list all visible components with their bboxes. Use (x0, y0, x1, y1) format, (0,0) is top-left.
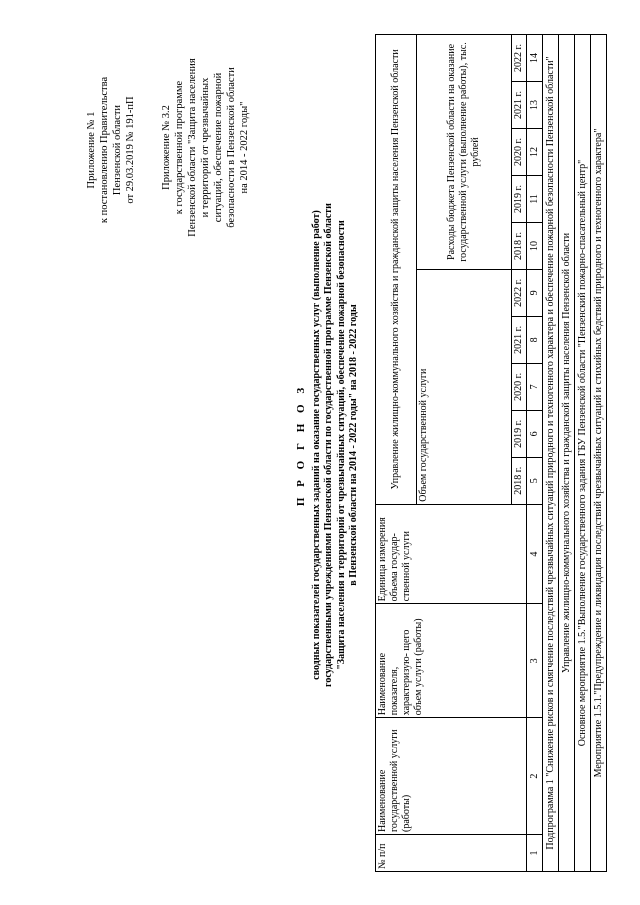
title-line: государственными учреждениями Пензенской области по государственной программе Пензенской области (323, 203, 334, 687)
header-volume: Объем государственной услуги (417, 269, 512, 504)
agency-cell: Управление жилищно-коммунального хозяйства и гражданской защиты населения Пензенской области (559, 35, 575, 872)
column-number: 12 (527, 129, 543, 176)
appendix-2-line: к государственной программе (174, 80, 185, 215)
year-cell: 2019 г. (512, 175, 527, 222)
document-title (295, 165, 361, 725)
header-unit: Единица измерения объема государ- ственной услуги (376, 504, 527, 604)
table-row-main-measure (575, 35, 591, 872)
year-cell: 2018 г. (512, 457, 527, 504)
appendix-3-2-block (160, 40, 251, 255)
title-heading: П Р О Г Н О З (295, 383, 307, 507)
appendix-1-line: к постановлению Правительства (99, 76, 110, 224)
year-cell: 2021 г. (512, 316, 527, 363)
appendix-1-line: Пензенской области (112, 104, 123, 196)
column-number: 2 (527, 718, 543, 835)
header-expenses: Расходы бюджета Пензенской области на оказание государственной услуги (выполнение работы), тыс. рублей (417, 35, 512, 270)
table-row-subprogram (543, 35, 559, 872)
column-number: 1 (527, 835, 543, 872)
title-line: в Пензенской области на 2014 - 2022 годы" на 2018 - 2022 годы (348, 304, 359, 586)
appendix-1-line: Приложение № 1 (86, 111, 97, 189)
appendix-2-line: ситуаций, обеспечение пожарной (213, 72, 224, 223)
year-cell: 2018 г. (512, 222, 527, 269)
column-number: 6 (527, 410, 543, 457)
column-number: 14 (527, 35, 543, 82)
table-row-measure (591, 35, 607, 872)
column-number: 8 (527, 316, 543, 363)
measure-cell: Мероприятие 1.5.1."Предупреждение и ликвидация последствий чрезвычайных ситуаций и стихийных бедствий природного и техногенного характера" (591, 35, 607, 872)
column-number: 13 (527, 82, 543, 129)
appendix-2-line: Приложение № 3.2 (161, 105, 172, 190)
column-number-row (527, 35, 543, 872)
title-line: "Защита населения и территорий от чрезвычайных ситуаций, обеспечение пожарной безопасности (335, 220, 347, 670)
table-row-agency (559, 35, 575, 872)
column-number: 9 (527, 269, 543, 316)
appendix-1-line: от 29.03.2019 № 191-пП (125, 96, 136, 204)
column-number: 11 (527, 175, 543, 222)
column-number: 4 (527, 504, 543, 604)
column-number: 10 (527, 222, 543, 269)
appendix-2-line: на 2014 - 2022 годы" (239, 101, 250, 194)
year-cell: 2020 г. (512, 129, 527, 176)
header-indicator: Наименование показателя, характеризую- щего объем услуги (работы) (376, 604, 527, 718)
year-cell: 2019 г. (512, 410, 527, 457)
column-number: 5 (527, 457, 543, 504)
forecast-table (375, 34, 607, 872)
subprogram-cell: Подпрограмма 1 "Снижение рисков и смягчение последствий чрезвычайных ситуаций природного и техногенного характера и обеспечение пожарной безопасности Пензенской области" (543, 35, 559, 872)
year-cell: 2022 г. (512, 269, 527, 316)
column-number: 3 (527, 604, 543, 718)
column-number: 7 (527, 363, 543, 410)
year-cell: 2021 г. (512, 82, 527, 129)
main-measure-cell: Основное мероприятие 1.5."Выполнение государственного задания ГБУ Пензенской области "Пензенский пожарно-спасательный центр" (575, 35, 591, 872)
header-num: № п/п (376, 835, 527, 872)
appendix-2-line: и территорий от чрезвычайных (200, 77, 211, 218)
year-cell: 2020 г. (512, 363, 527, 410)
appendix-2-line: безопасности в Пензенской области (226, 67, 237, 228)
title-line: сводных показателей государственных заданий на оказание государственных услуг (выполнение работ) (310, 210, 322, 680)
year-cell: 2022 г. (512, 35, 527, 82)
appendix-1-block (85, 70, 137, 230)
header-row-agency (376, 35, 417, 872)
header-agency: Управление жилищно-коммунального хозяйства и гражданской защиты населения Пензенской области (376, 35, 417, 505)
header-service: Наименование государственной услуги (работы) (376, 718, 527, 835)
appendix-2-line: Пензенской области "Защита населения (187, 58, 198, 237)
